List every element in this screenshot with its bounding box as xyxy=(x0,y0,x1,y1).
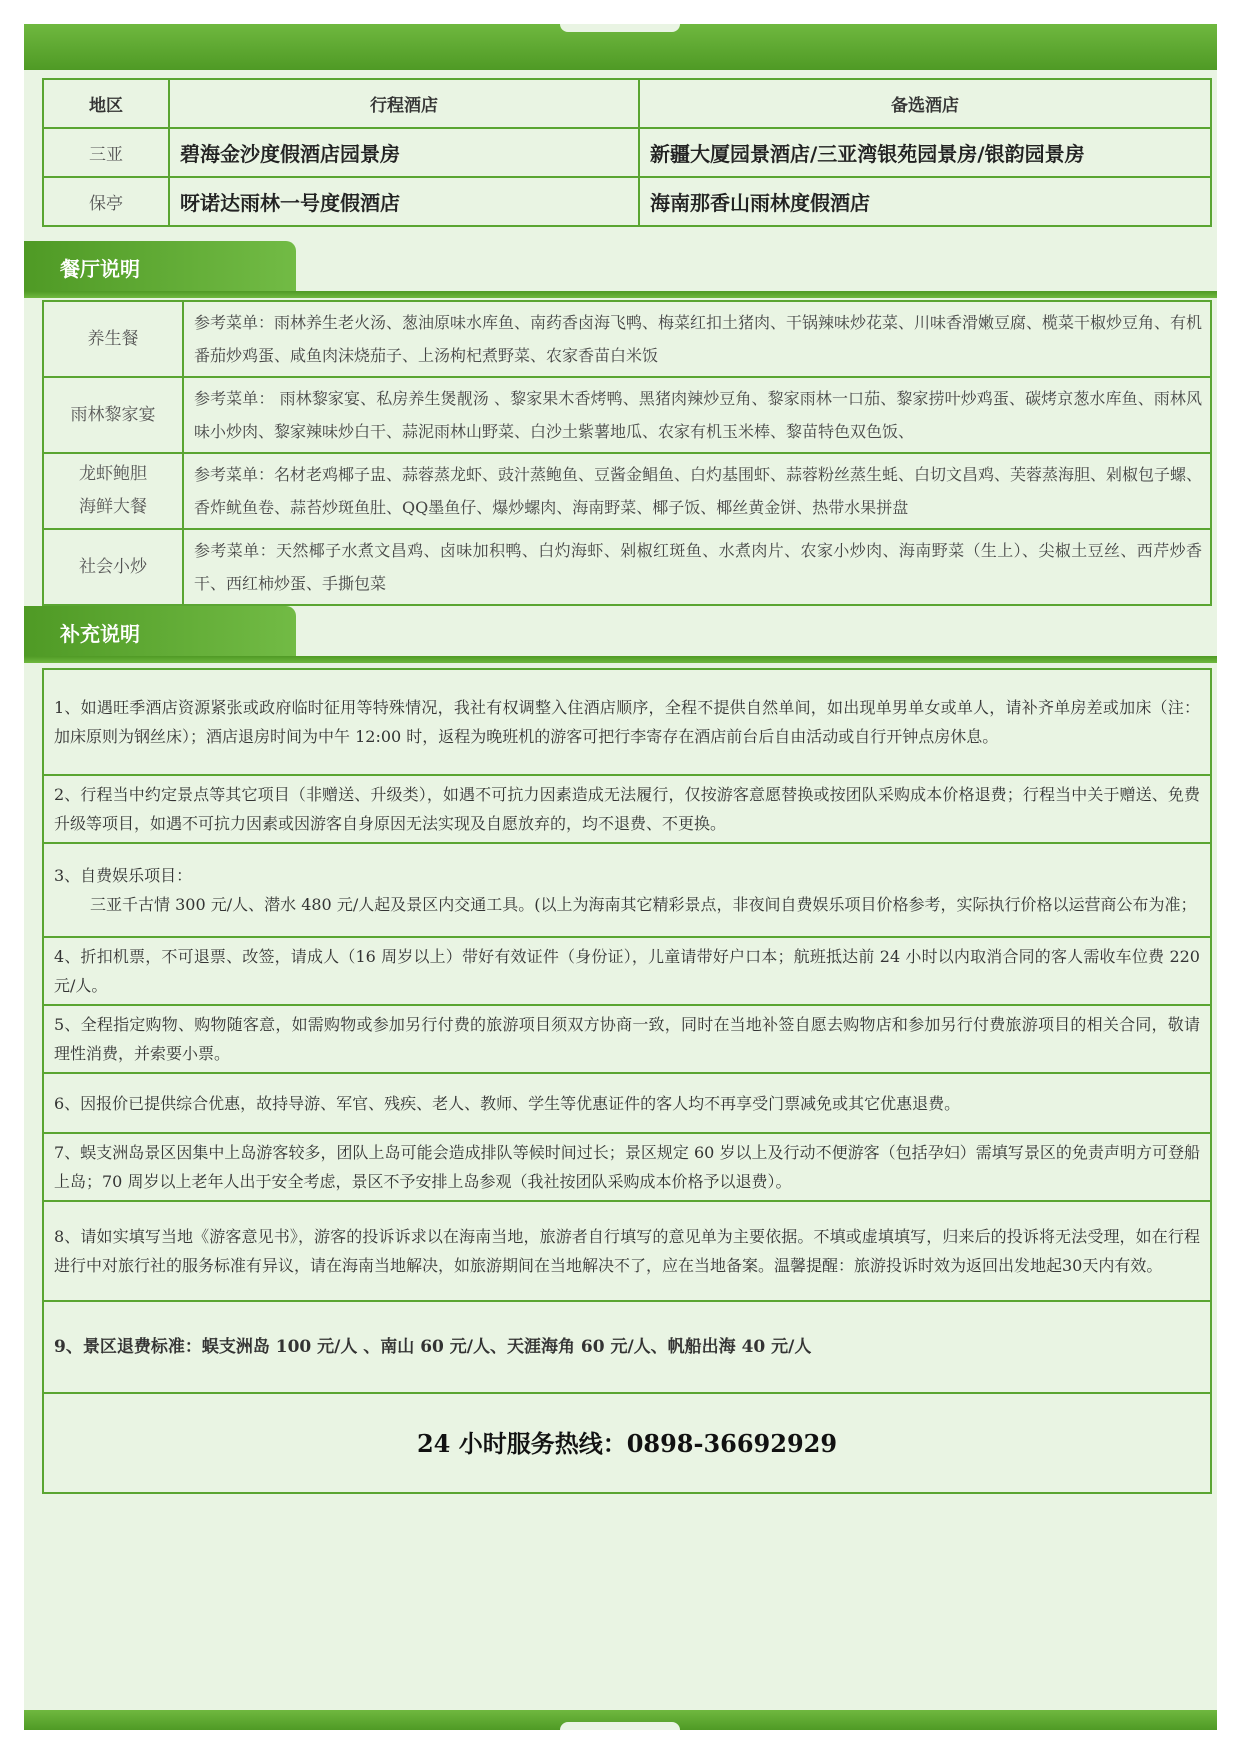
meal-menu: 参考菜单： 雨林黎家宴、私房养生煲靓汤 、黎家果木香烤鸭、黑猪肉辣炒豆角、黎家雨林一口茄、黎家捞叶炒鸡蛋、碳烤京葱水库鱼、雨林风味小炒肉、黎家辣味炒白干、蒜泥雨林山野菜、白沙土紫薯地瓜、农家有机玉米棒、黎苗特色双色饭、 xyxy=(183,377,1211,453)
meal-menu: 参考菜单：名材老鸡椰子盅、蒜蓉蒸龙虾、豉汁蒸鲍鱼、豆酱金鲳鱼、白灼基围虾、蒜蓉粉丝蒸生蚝、白切文昌鸡、芙蓉蒸海胆、剁椒包子螺、香炸鱿鱼卷、蒜苔炒斑鱼肚、QQ墨鱼仔、爆炒螺肉、海南野菜、椰子饭、椰丝黄金饼、热带水果拼盘 xyxy=(183,453,1211,529)
service-hotline: 24 小时服务热线：0898-36692929 xyxy=(43,1393,1211,1493)
restaurant-section-tab xyxy=(24,241,296,291)
alternative-hotel-cell: 新疆大厦园景酒店/三亚湾银苑园景房/银韵园景房 xyxy=(639,128,1211,177)
notes-table xyxy=(42,668,1212,1494)
restaurant-section-title: 餐厅说明 xyxy=(60,257,140,281)
alternative-hotel-cell: 海南那香山雨林度假酒店 xyxy=(639,177,1211,226)
bottom-band-notch xyxy=(560,1722,680,1730)
region-cell: 三亚 xyxy=(43,128,169,177)
top-band-notch xyxy=(560,24,680,32)
table-row xyxy=(43,1201,1211,1301)
hotel-table-header xyxy=(43,79,1211,128)
header-alternative: 备选酒店 xyxy=(639,79,1211,128)
note-item-heading: 3、自费娱乐项目： xyxy=(54,866,193,885)
meal-name: 养生餐 xyxy=(43,301,183,377)
refund-standard-item: 9、景区退费标准：蜈支洲岛 100 元/人 、南山 60 元/人、天涯海角 60 元/人、帆船出海 40 元/人 xyxy=(43,1301,1211,1393)
table-row xyxy=(43,1301,1211,1393)
notes-section-title: 补充说明 xyxy=(60,622,140,646)
note-item: 4、折扣机票，不可退票、改签，请成人（16 周岁以上）带好有效证件（身份证），儿童请带好户口本；航班抵达前 24 小时以内取消合同的客人需收车位费 220 元/人。 xyxy=(43,937,1211,1005)
meal-name xyxy=(43,453,183,529)
table-row xyxy=(43,1133,1211,1201)
meal-name: 社会小炒 xyxy=(43,529,183,605)
note-item: 7、蜈支洲岛景区因集中上岛游客较多，团队上岛可能会造成排队等候时间过长；景区规定 60 岁以上及行动不便游客（包括孕妇）需填写景区的免责声明方可登船上岛；70 周岁以上老年人出于安全考虑，景区不予安排上岛参观（我社按团队采购成本价格予以退费）。 xyxy=(43,1133,1211,1201)
note-item: 6、因报价已提供综合优惠，故持导游、军官、残疾、老人、教师、学生等优惠证件的客人均不再享受门票减免或其它优惠退费。 xyxy=(43,1073,1211,1133)
hotel-table xyxy=(42,78,1212,227)
table-row xyxy=(43,1393,1211,1493)
note-item xyxy=(43,843,1211,937)
table-row xyxy=(43,128,1211,177)
table-row xyxy=(43,377,1211,453)
note-item: 8、请如实填写当地《游客意见书》，游客的投诉诉求以在海南当地，旅游者自行填写的意见单为主要依据。不填或虚填填写，归来后的投诉将无法受理，如在行程进行中对旅行社的服务标准有异议，请在海南当地解决，如旅游期间在当地解决不了，应在当地备案。温馨提醒：旅游投诉时效为返回出发地起30天内有效。 xyxy=(43,1201,1211,1301)
note-item-detail: 三亚千古情 300 元/人、潜水 480 元/人起及景区内交通工具。(以上为海南其它精彩景点，非夜间自费娱乐项目价格参考，实际执行价格以运营商公布为准； xyxy=(90,895,1197,914)
table-row xyxy=(43,1073,1211,1133)
table-row xyxy=(43,453,1211,529)
table-row xyxy=(43,177,1211,226)
table-row xyxy=(43,529,1211,605)
table-row xyxy=(43,843,1211,937)
note-item: 5、全程指定购物、购物随客意，如需购物或参加另行付费的旅游项目须双方协商一致，同时在当地补签自愿去购物店和参加另行付费旅游项目的相关合同，敬请理性消费，并索要小票。 xyxy=(43,1005,1211,1073)
region-cell: 保亭 xyxy=(43,177,169,226)
meal-menu: 参考菜单：天然椰子水煮文昌鸡、卤味加积鸭、白灼海虾、剁椒红斑鱼、水煮肉片、农家小炒肉、海南野菜（生上）、尖椒土豆丝、西芹炒香干、西红柿炒蛋、手撕包菜 xyxy=(183,529,1211,605)
notes-section-tab xyxy=(24,606,296,656)
header-hotel: 行程酒店 xyxy=(169,79,639,128)
restaurant-table xyxy=(42,300,1212,606)
table-row xyxy=(43,775,1211,843)
table-row xyxy=(43,669,1211,775)
meal-name-line: 海鲜大餐 xyxy=(79,497,147,517)
table-row xyxy=(43,937,1211,1005)
meal-name: 雨林黎家宴 xyxy=(43,377,183,453)
meal-menu: 参考菜单：雨林养生老火汤、葱油原味水库鱼、南药香卤海飞鸭、梅菜红扣土猪肉、干锅辣味炒花菜、川味香滑嫩豆腐、榄菜干椒炒豆角、有机番茄炒鸡蛋、咸鱼肉沫烧茄子、上汤枸杞煮野菜、农家香苗白米饭 xyxy=(183,301,1211,377)
table-row xyxy=(43,1005,1211,1073)
note-item: 1、如遇旺季酒店资源紧张或政府临时征用等特殊情况，我社有权调整入住酒店顺序，全程不提供自然单间，如出现单男单女或单人，请补齐单房差或加床（注：加床原则为钢丝床）；酒店退房时间为中午 12:00 时，返程为晚班机的游客可把行李寄存在酒店前台后自由活动或自行开钟点房休息。 xyxy=(43,669,1211,775)
meal-name-line: 龙虾鲍胆 xyxy=(79,464,147,484)
hotel-cell: 碧海金沙度假酒店园景房 xyxy=(169,128,639,177)
table-row xyxy=(43,301,1211,377)
restaurant-section-line xyxy=(24,291,1217,298)
header-region: 地区 xyxy=(43,79,169,128)
hotel-cell: 呀诺达雨林一号度假酒店 xyxy=(169,177,639,226)
notes-section-line xyxy=(24,656,1217,663)
note-item: 2、行程当中约定景点等其它项目（非赠送、升级类），如遇不可抗力因素造成无法履行，仅按游客意愿替换或按团队采购成本价格退费；行程当中关于赠送、免费升级等项目，如遇不可抗力因素或因游客自身原因无法实现及自愿放弃的，均不退费、不更换。 xyxy=(43,775,1211,843)
